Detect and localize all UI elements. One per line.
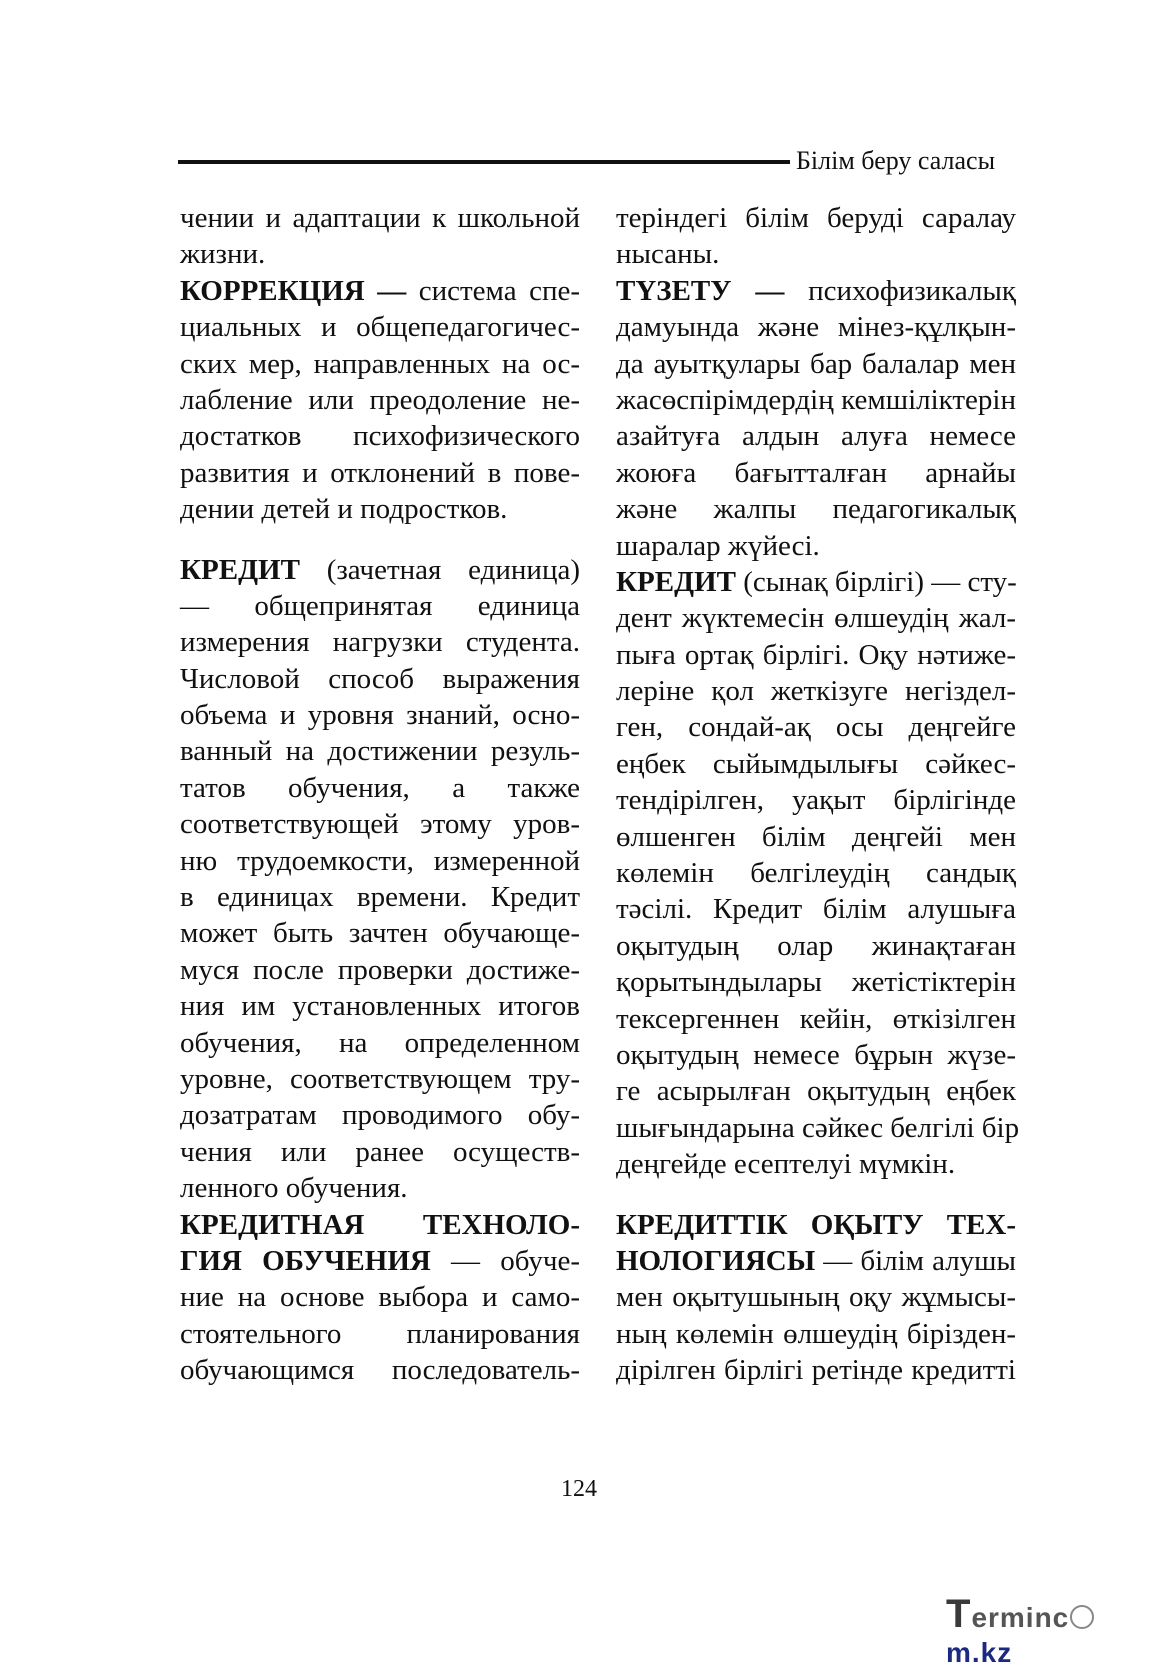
text-line <box>616 855 1016 891</box>
text-segment: өлшенген білім деңгейі мен <box>616 820 1016 853</box>
text-line <box>616 200 1016 236</box>
text-segment: психофизикалық <box>784 274 1016 307</box>
text-line <box>180 770 580 806</box>
text-segment: леріне қол жеткізуге негіздел- <box>616 675 1016 708</box>
text-line <box>616 928 1016 964</box>
text-segment: да ауытқулары бар балалар мен <box>616 347 1016 380</box>
text-line <box>180 382 580 418</box>
text-line <box>616 964 1016 1000</box>
text-line <box>616 1146 1016 1182</box>
text-segment: чения или ранее осуществ- <box>180 1135 580 1168</box>
text-line <box>616 1243 1016 1279</box>
text-segment: деңгейде есептелуі мүмкін. <box>616 1148 956 1181</box>
text-line <box>180 624 580 660</box>
text-line <box>616 637 1016 673</box>
text-line <box>180 346 580 382</box>
text-segment: тендірілген, уақыт бірлігінде <box>616 784 1016 817</box>
term-heading: ГИЯ ОБУЧЕНИЯ <box>180 1244 431 1277</box>
text-line <box>180 952 580 988</box>
text-segment: ге асырылған оқытудың еңбек <box>616 1075 1016 1108</box>
text-line <box>616 455 1016 491</box>
text-segment: обучения, на определенном <box>180 1026 580 1059</box>
text-segment: тәсілі. Кредит білім алушыға <box>616 893 1016 926</box>
text-line <box>180 1134 580 1170</box>
watermark-text-part2: m.kz <box>946 1637 1013 1668</box>
text-line <box>616 564 1016 600</box>
text-line <box>616 746 1016 782</box>
text-segment: теріндегі білім беруді саралау <box>616 202 1016 234</box>
text-segment: циальных и общепедагогичес- <box>180 311 580 344</box>
text-segment: ленного обучения. <box>180 1172 408 1205</box>
text-segment: ние на основе выбора и само- <box>180 1281 580 1314</box>
watermark-text-part1: erminc <box>971 1602 1070 1633</box>
text-line <box>180 843 580 879</box>
text-line <box>180 309 580 345</box>
text-line <box>180 455 580 491</box>
paragraph-gap <box>180 528 580 552</box>
text-segment: ген, сондай-ақ осы деңгейге <box>616 711 1016 744</box>
text-line <box>180 988 580 1024</box>
text-line <box>616 309 1016 345</box>
text-line <box>180 1279 580 1315</box>
text-line <box>616 1207 1016 1243</box>
text-segment: — обуче- <box>430 1244 580 1277</box>
term-heading: КРЕДИТТІК ОҚЫТУ ТЕХ- <box>616 1208 1016 1241</box>
text-segment: оқытудың немесе бұрын жүзе- <box>616 1038 1016 1071</box>
text-segment: обучающимся последователь- <box>180 1354 580 1387</box>
text-line <box>180 491 580 527</box>
paragraph-gap <box>616 1183 1016 1207</box>
termincom-watermark-logo <box>946 1592 1158 1669</box>
text-line <box>616 382 1016 418</box>
text-segment: дении детей и подростков. <box>180 493 508 526</box>
text-line <box>180 588 580 624</box>
text-segment: шаралар жүйесі. <box>616 529 820 562</box>
text-segment: нысаны. <box>616 238 720 271</box>
text-segment: ванный на достижении резуль- <box>180 735 580 768</box>
text-line <box>616 528 1016 564</box>
text-line <box>616 819 1016 855</box>
text-segment: ню трудоемкости, измеренной <box>180 844 580 877</box>
term-heading: КРЕДИТ <box>180 553 300 586</box>
text-line <box>616 1316 1016 1352</box>
text-line <box>616 236 1016 272</box>
text-line <box>616 709 1016 745</box>
term-heading: ТҮЗЕТУ — <box>616 274 785 307</box>
text-segment: муся после проверки достиже- <box>180 953 580 986</box>
text-segment: көлемін белгілеудің сандық <box>616 857 1016 890</box>
text-segment: — общепринятая единица <box>180 589 580 622</box>
text-segment: дамуында және мінез-құлқын- <box>616 311 1016 344</box>
text-line <box>180 697 580 733</box>
text-line <box>180 200 580 236</box>
text-line <box>616 673 1016 709</box>
text-segment: соответствующей этому уров- <box>180 808 580 841</box>
text-segment: ских мер, направленных на ос- <box>180 347 580 380</box>
text-segment: қорытындылары жетістіктерін <box>616 966 1016 999</box>
text-line <box>180 1207 580 1243</box>
text-line <box>180 1316 580 1352</box>
text-line <box>180 418 580 454</box>
page-number: 124 <box>561 1476 597 1502</box>
text-segment: ның көлемін өлшеудің бірізден- <box>616 1317 1016 1350</box>
text-line <box>616 1352 1016 1388</box>
text-segment: тексергеннен кейін, өткізілген <box>616 1002 1016 1035</box>
text-segment: лабление или преодоление не- <box>180 383 580 416</box>
text-segment: мен оқытушының оқу жұмысы- <box>616 1281 1016 1314</box>
text-line <box>180 236 580 272</box>
text-segment: дірілген бірлігі ретінде кредитті <box>616 1354 1016 1387</box>
right-column-kazakh <box>616 200 1020 1389</box>
text-line <box>616 491 1016 527</box>
text-line <box>180 733 580 769</box>
left-column-russian <box>180 200 580 1389</box>
text-segment: чении и адаптации к школьной <box>180 202 580 234</box>
text-segment: дозатратам проводимого обу- <box>180 1099 580 1132</box>
text-segment: жоюға бағытталған арнайы <box>616 456 1016 489</box>
text-line <box>180 1061 580 1097</box>
text-line <box>616 600 1016 636</box>
text-line <box>616 346 1016 382</box>
text-line <box>180 273 580 309</box>
text-segment: ния им установленных итогов <box>180 990 580 1023</box>
text-line <box>180 915 580 951</box>
text-segment: достатков психофизического <box>180 420 580 453</box>
text-segment: (сынақ бірлігі) — сту- <box>735 565 1017 598</box>
magnifier-icon <box>1070 1605 1094 1629</box>
text-line <box>180 879 580 915</box>
text-segment: жасөспірімдердің кемшіліктерін <box>616 383 1016 416</box>
text-line <box>180 806 580 842</box>
text-segment: татов обучения, а также <box>180 771 580 804</box>
text-segment: дент жүктемесін өлшеудің жал- <box>616 602 1016 635</box>
running-header: Білім беру саласы <box>796 146 996 175</box>
watermark-lead-letter: T <box>946 1592 972 1636</box>
text-line <box>616 418 1016 454</box>
text-segment: — білім алушы <box>815 1244 1016 1277</box>
text-line <box>616 1279 1016 1315</box>
text-segment: измерения нагрузки студента. <box>180 626 580 659</box>
text-line <box>616 1073 1016 1109</box>
term-heading: КРЕДИТНАЯ ТЕХНОЛО- <box>180 1208 580 1241</box>
text-line <box>180 552 580 588</box>
text-line <box>180 1170 580 1206</box>
text-segment: объема и уровня знаний, осно- <box>180 699 580 732</box>
text-segment: система спе- <box>406 274 580 307</box>
text-line <box>616 891 1016 927</box>
text-line <box>180 661 580 697</box>
text-line <box>616 782 1016 818</box>
text-segment: азайтуға алдын алуға немесе <box>616 420 1016 453</box>
text-segment: жизни. <box>180 238 266 271</box>
text-segment: және жалпы педагогикалық <box>616 493 1016 526</box>
text-segment: шығындарына сәйкес белгілі бір <box>616 1111 1020 1144</box>
text-line <box>616 1110 1020 1146</box>
text-segment: оқытудың олар жинақтаған <box>616 929 1016 962</box>
text-segment: стоятельного планирования <box>180 1317 580 1350</box>
text-segment: развития и отклонений в пове- <box>180 456 580 489</box>
term-heading: КРЕДИТ <box>616 565 736 598</box>
term-heading: НОЛОГИЯСЫ <box>616 1244 816 1277</box>
text-line <box>180 1025 580 1061</box>
text-segment: уровне, соответствующем тру- <box>180 1062 580 1095</box>
term-heading: КОРРЕКЦИЯ — <box>180 274 407 307</box>
text-segment: Числовой способ выражения <box>180 662 580 695</box>
text-line <box>180 1352 580 1388</box>
text-line <box>616 273 1016 309</box>
text-segment: в единицах времени. Кредит <box>180 881 580 914</box>
text-segment: еңбек сыйымдылығы сәйкес- <box>616 747 1016 780</box>
text-line <box>616 1001 1016 1037</box>
text-line <box>180 1097 580 1133</box>
text-line <box>180 1243 580 1279</box>
header-rule <box>178 160 790 164</box>
text-segment: может быть зачтен обучающе- <box>180 917 580 950</box>
text-line <box>616 1037 1016 1073</box>
text-segment: пыға ортақ бірлігі. Оқу нәтиже- <box>616 638 1016 671</box>
text-segment: (зачетная единица) <box>299 553 580 586</box>
